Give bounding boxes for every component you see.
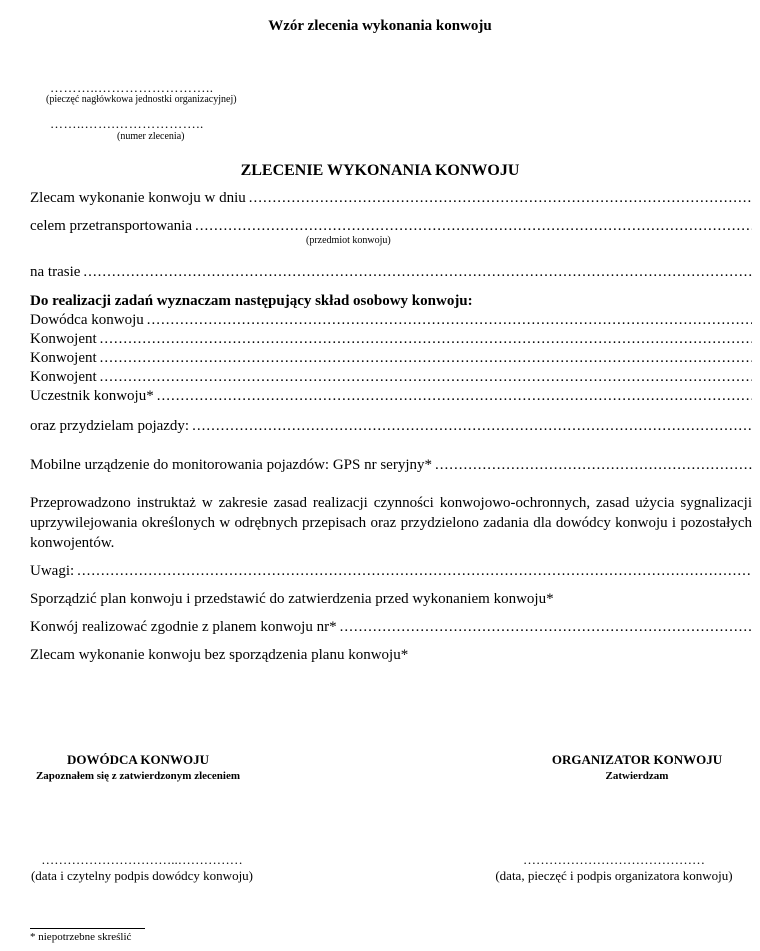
crew-row-escort: [30, 369, 752, 388]
crew-field[interactable]: [100, 331, 752, 348]
document-title: Wzór zlecenia wykonania konwoju: [268, 18, 492, 34]
crew-label: Konwojent: [30, 369, 97, 385]
purpose-caption: (przedmiot konwoju): [306, 235, 391, 246]
form-heading: ZLECENIE WYKONANIA KONWOJU: [240, 162, 520, 179]
crew-field[interactable]: [100, 350, 752, 367]
crew-label: Dowódca konwoju: [30, 312, 144, 328]
remarks-row: [30, 563, 752, 582]
crew-label: Konwojent: [30, 350, 97, 366]
organizer-signature-field[interactable]: ……………………………………: [523, 852, 705, 867]
crew-field[interactable]: [100, 369, 752, 386]
date-row: [30, 190, 752, 209]
remarks-field[interactable]: [77, 563, 752, 580]
plan-number-field[interactable]: [340, 619, 752, 636]
organizer-signature-subtitle: Zatwierdzam: [605, 770, 669, 782]
commander-signature-field[interactable]: …………………………..……………: [41, 852, 243, 867]
no-plan-text: Zlecam wykonanie konwoju bez sporządzenia planu konwoju*: [30, 647, 409, 663]
stamp-caption: (pieczęć nagłówkowa jednostki organizacyjnej): [46, 94, 237, 105]
date-field[interactable]: [249, 190, 752, 207]
remarks-label: Uwagi:: [30, 563, 75, 579]
order-number-caption: (numer zlecenia): [117, 131, 185, 142]
route-field[interactable]: [83, 264, 752, 281]
plan-prepare-text: Sporządzić plan konwoju i przedstawić do zatwierdzenia przed wykonaniem konwoju*: [30, 591, 554, 607]
gps-row: [30, 457, 752, 476]
organizer-signature-caption: (data, pieczęć i podpis organizatora konwoju): [495, 868, 733, 883]
commander-signature-title: DOWÓDCA KONWOJU: [67, 752, 209, 767]
gps-field[interactable]: [435, 457, 752, 474]
purpose-row: [30, 218, 752, 237]
instruction-paragraph: Przeprowadzono instruktaż w zakresie zasad realizacji czynności konwojowo-ochronnych, zasad użycia sygnalizacji uprzywilejowania określonych w odrębnych przepisach oraz przydzielono zadania dla dowódcy konwoju i pozostałych konwojentów.: [30, 495, 752, 551]
vehicles-field[interactable]: [192, 418, 752, 435]
crew-row-commander: [30, 312, 752, 331]
route-label: na trasie: [30, 264, 81, 280]
crew-field[interactable]: [157, 388, 752, 405]
footnote: * niepotrzebne skreślić: [30, 931, 132, 943]
crew-heading: Do realizacji zadań wyznaczam następujący skład osobowy konwoju:: [30, 293, 473, 309]
purpose-field[interactable]: [195, 218, 752, 235]
plan-follow-row: [30, 619, 752, 638]
crew-row-escort: [30, 331, 752, 350]
gps-label: Mobilne urządzenie do monitorowania pojazdów: GPS nr seryjny*: [30, 457, 432, 473]
commander-signature-subtitle: Zapoznałem się z zatwierdzonym zleceniem: [35, 770, 241, 782]
organizer-signature-title: ORGANIZATOR KONWOJU: [551, 752, 723, 767]
footnote-divider: [30, 928, 145, 929]
stamp-field[interactable]: ………..……………………..: [50, 80, 214, 95]
crew-row-participant: [30, 388, 752, 407]
vehicles-row: [30, 418, 752, 437]
commander-signature-caption: (data i czytelny podpis dowódcy konwoju): [30, 868, 254, 883]
vehicles-label: oraz przydzielam pojazdy:: [30, 418, 190, 434]
crew-label: Konwojent: [30, 331, 97, 347]
date-label: Zlecam wykonanie konwoju w dniu: [30, 190, 246, 206]
crew-row-escort: [30, 350, 752, 369]
plan-follow-label: Konwój realizować zgodnie z planem konwoju nr*: [30, 619, 337, 635]
crew-label: Uczestnik konwoju*: [30, 388, 154, 404]
order-number-field[interactable]: ……..…….………………..: [50, 116, 204, 131]
purpose-label: celem przetransportowania: [30, 218, 193, 234]
route-row: [30, 264, 752, 283]
crew-field[interactable]: [147, 312, 752, 329]
